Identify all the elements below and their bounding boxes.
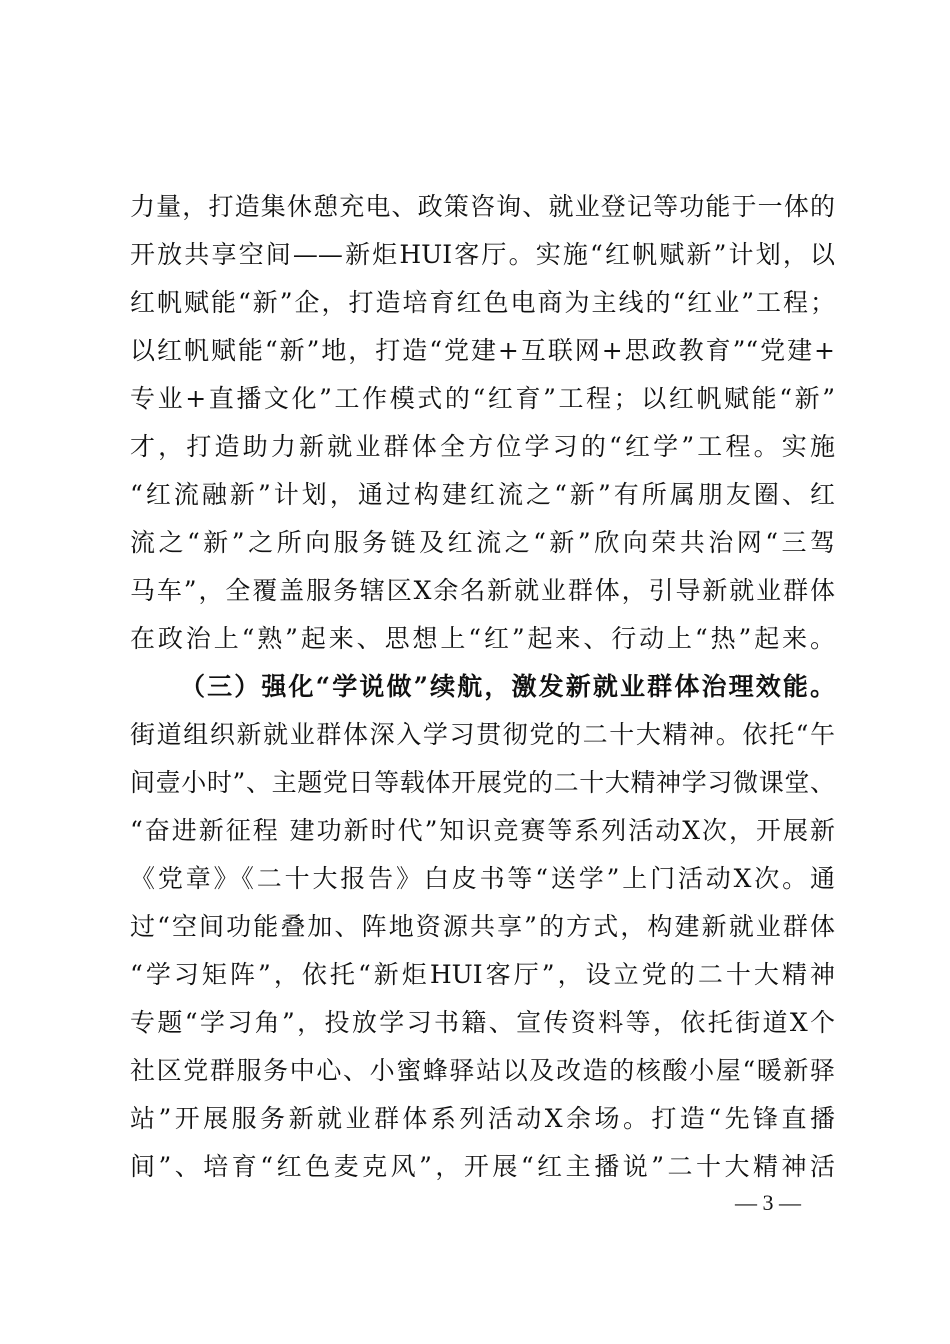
text-line-14: “奋进新征程 建功新时代”知识竞赛等系列活动X次，开展新 [130,816,835,845]
text-line-10: 在政治上“熟”起来、思想上“红”起来、行动上“热”起来。 [130,624,835,653]
text-line-15: 《党章》《二十大报告》白皮书等“送学”上门活动X次。通 [130,864,835,893]
text-line-6: 才，打造助力新就业群体全方位学习的“红学”工程。实施 [130,432,835,461]
text-line-2: 开放共享空间——新炬HUI客厅。实施“红帆赋新”计划，以 [130,240,835,269]
text-line-3: 红帆赋能“新”企，打造培育红色电商为主线的“红业”工程； [130,288,835,317]
text-line-8: 流之“新”之所向服务链及红流之“新”欣向荣共治网“三驾 [130,528,835,557]
text-line-7: “红流融新”计划，通过构建红流之“新”有所属朋友圈、红 [130,480,835,509]
text-line-21: 间”、培育“红色麦克风”，开展“红主播说”二十大精神活 [130,1152,835,1181]
text-line-5: 专业+直播文化”工作模式的“红育”工程；以红帆赋能“新” [130,384,835,413]
section-heading: （三）强化“学说做”续航，激发新就业群体治理效能。 [180,672,835,701]
text-line-4: 以红帆赋能“新”地，打造“党建+互联网+思政教育”“党建+ [130,336,835,365]
text-line-18: 专题“学习角”，投放学习书籍、宣传资料等，依托街道X个 [130,1008,835,1037]
text-line-9: 马车”，全覆盖服务辖区X余名新就业群体，引导新就业群体 [130,576,835,605]
text-line-12: 街道组织新就业群体深入学习贯彻党的二十大精神。依托“午 [130,720,835,749]
text-line-13: 间壹小时”、主题党日等载体开展党的二十大精神学习微课堂、 [130,768,835,797]
page-number: — 3 — [735,1190,801,1215]
text-line-1: 力量，打造集休憩充电、政策咨询、就业登记等功能于一体的 [130,192,835,221]
text-line-17: “学习矩阵”，依托“新炬HUI客厅”，设立党的二十大精神 [130,960,835,989]
text-line-19: 社区党群服务中心、小蜜蜂驿站以及改造的核酸小屋“暖新驿 [130,1056,835,1085]
text-line-16: 过“空间功能叠加、阵地资源共享”的方式，构建新就业群体 [130,912,835,941]
text-line-20: 站”开展服务新就业群体系列活动X余场。打造“先锋直播 [130,1104,835,1133]
